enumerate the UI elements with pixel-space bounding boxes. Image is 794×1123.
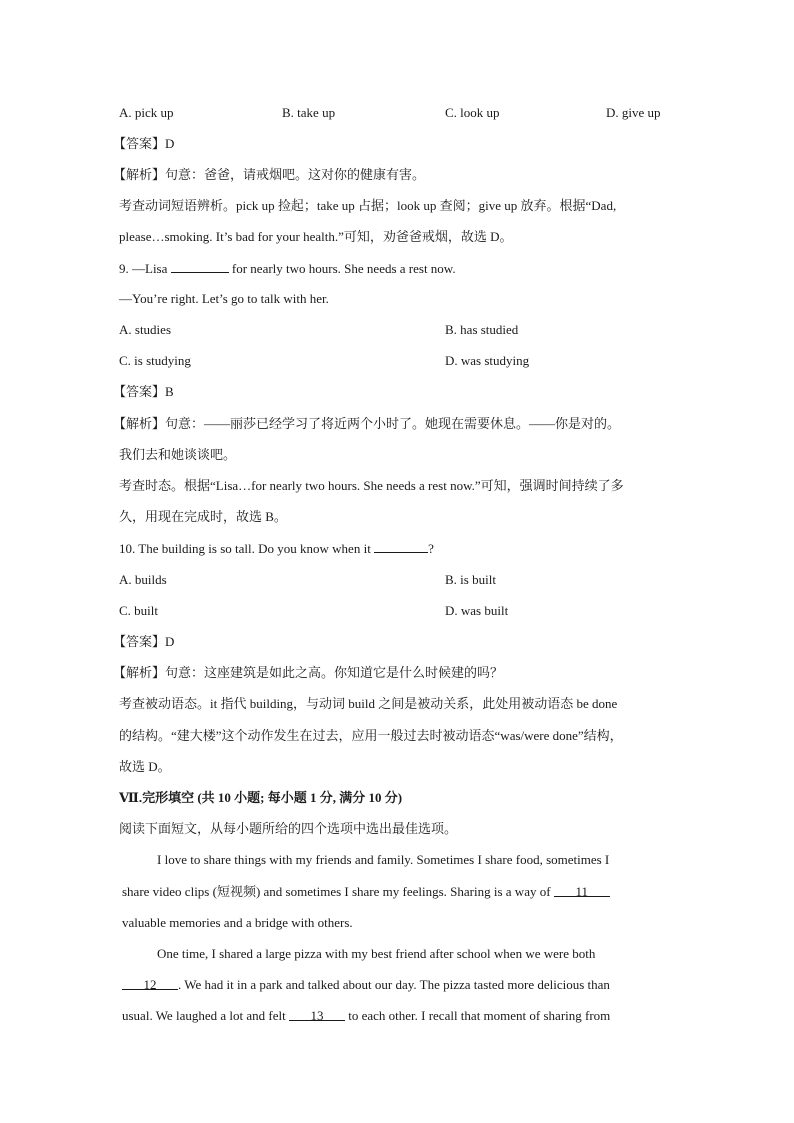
blank-12 [122, 976, 178, 990]
blank-13-number: 13 [310, 1008, 324, 1023]
q9-option-d: D. was studying [445, 353, 530, 368]
q10-option-c: C. built [119, 603, 159, 618]
q8-option-d: D. give up [606, 105, 661, 120]
passage-p2-line-3-pre: usual. We laughed a lot and felt [122, 1008, 286, 1023]
q9-stem-line-1 [119, 259, 456, 278]
q10-stem-pre: 10. The building is so tall. Do you know when it [119, 541, 371, 556]
q10-stem-post: ? [428, 541, 434, 556]
q10-analysis-line-2: 考查被动语态。it 指代 building，与动词 build 之间是被动关系，此处用被动语态 be done [119, 696, 618, 711]
passage-p2-line-3 [122, 1007, 610, 1025]
q10-option-a: A. builds [119, 572, 167, 587]
passage-p2-line-3-post: to each other. I recall that moment of sharing from [348, 1008, 611, 1023]
q10-analysis-line-3: 的结构。“建大楼”这个动作发生在过去，应用一般过去时被动语态“was/were done”结构， [119, 728, 623, 743]
q10-blank [374, 539, 428, 553]
section-instruction: 阅读下面短文，从每小题所给的四个选项中选出最佳选项。 [119, 821, 458, 836]
q9-option-c: C. is studying [119, 353, 191, 368]
q9-analysis-line-2: 我们去和她谈谈吧。 [119, 447, 237, 462]
q8-option-b: B. take up [282, 105, 336, 120]
q8-analysis-line-1: 【解析】句意：爸爸，请戒烟吧。这对你的健康有害。 [113, 167, 426, 182]
q9-analysis-line-1: 【解析】句意：——丽莎已经学习了将近两个小时了。她现在需要休息。——你是对的。 [113, 416, 621, 431]
passage-p1-line-1: I love to share things with my friends and family. Sometimes I share food, sometimes I [157, 852, 610, 867]
passage-p1-line-2 [122, 883, 610, 901]
q10-analysis-line-4: 故选 D。 [119, 759, 171, 774]
q9-stem-line-2: —You’re right. Let’s go to talk with her. [119, 291, 329, 306]
q9-analysis-line-4: 久，用现在完成时，故选 B。 [119, 509, 287, 524]
q9-stem-post: for nearly two hours. She needs a rest now. [231, 261, 456, 276]
q10-option-d: D. was built [445, 603, 509, 618]
passage-p1-line-2-text: share video clips (短视频) and sometimes I share my feelings. Sharing is a way of [122, 884, 551, 899]
passage-p1-line-3: valuable memories and a bridge with others. [122, 915, 353, 930]
blank-11-number: 11 [575, 884, 589, 899]
q9-stem-pre: 9. —Lisa [119, 261, 168, 276]
section-heading: Ⅶ.完形填空 (共 10 小题; 每小题 1 分, 满分 10 分) [119, 790, 403, 805]
q10-analysis-line-1: 【解析】句意：这座建筑是如此之高。你知道它是什么时候建的吗？ [113, 665, 504, 680]
q8-option-c: C. look up [445, 105, 500, 120]
q10-option-b: B. is built [445, 572, 496, 587]
passage-p2-line-2 [122, 976, 610, 994]
q9-blank [171, 259, 229, 273]
q10-answer: 【答案】D [113, 634, 175, 649]
q8-answer: 【答案】D [113, 136, 175, 151]
q9-answer: 【答案】B [113, 384, 174, 399]
q9-analysis-line-3: 考查时态。根据“Lisa…for nearly two hours. She needs a rest now.”可知，强调时间持续了多 [119, 478, 624, 493]
q8-analysis-line-2: 考查动词短语辨析。pick up 捡起；take up 占据；look up 查阅；give up 放弃。根据“Dad, [119, 198, 617, 213]
q9-option-b: B. has studied [445, 322, 519, 337]
q10-stem [119, 539, 434, 558]
blank-12-number: 12 [143, 977, 157, 992]
q9-option-a: A. studies [119, 322, 171, 337]
passage-p2-line-1: One time, I shared a large pizza with my best friend after school when we were both [157, 946, 596, 961]
passage-p2-line-2-text: . We had it in a park and talked about our day. The pizza tasted more delicious than [178, 977, 610, 992]
blank-11 [554, 883, 610, 897]
q8-option-a: A. pick up [119, 105, 174, 120]
blank-13 [289, 1007, 345, 1021]
q8-analysis-line-3: please…smoking. It’s bad for your health.”可知，劝爸爸戒烟，故选 D。 [119, 229, 513, 244]
